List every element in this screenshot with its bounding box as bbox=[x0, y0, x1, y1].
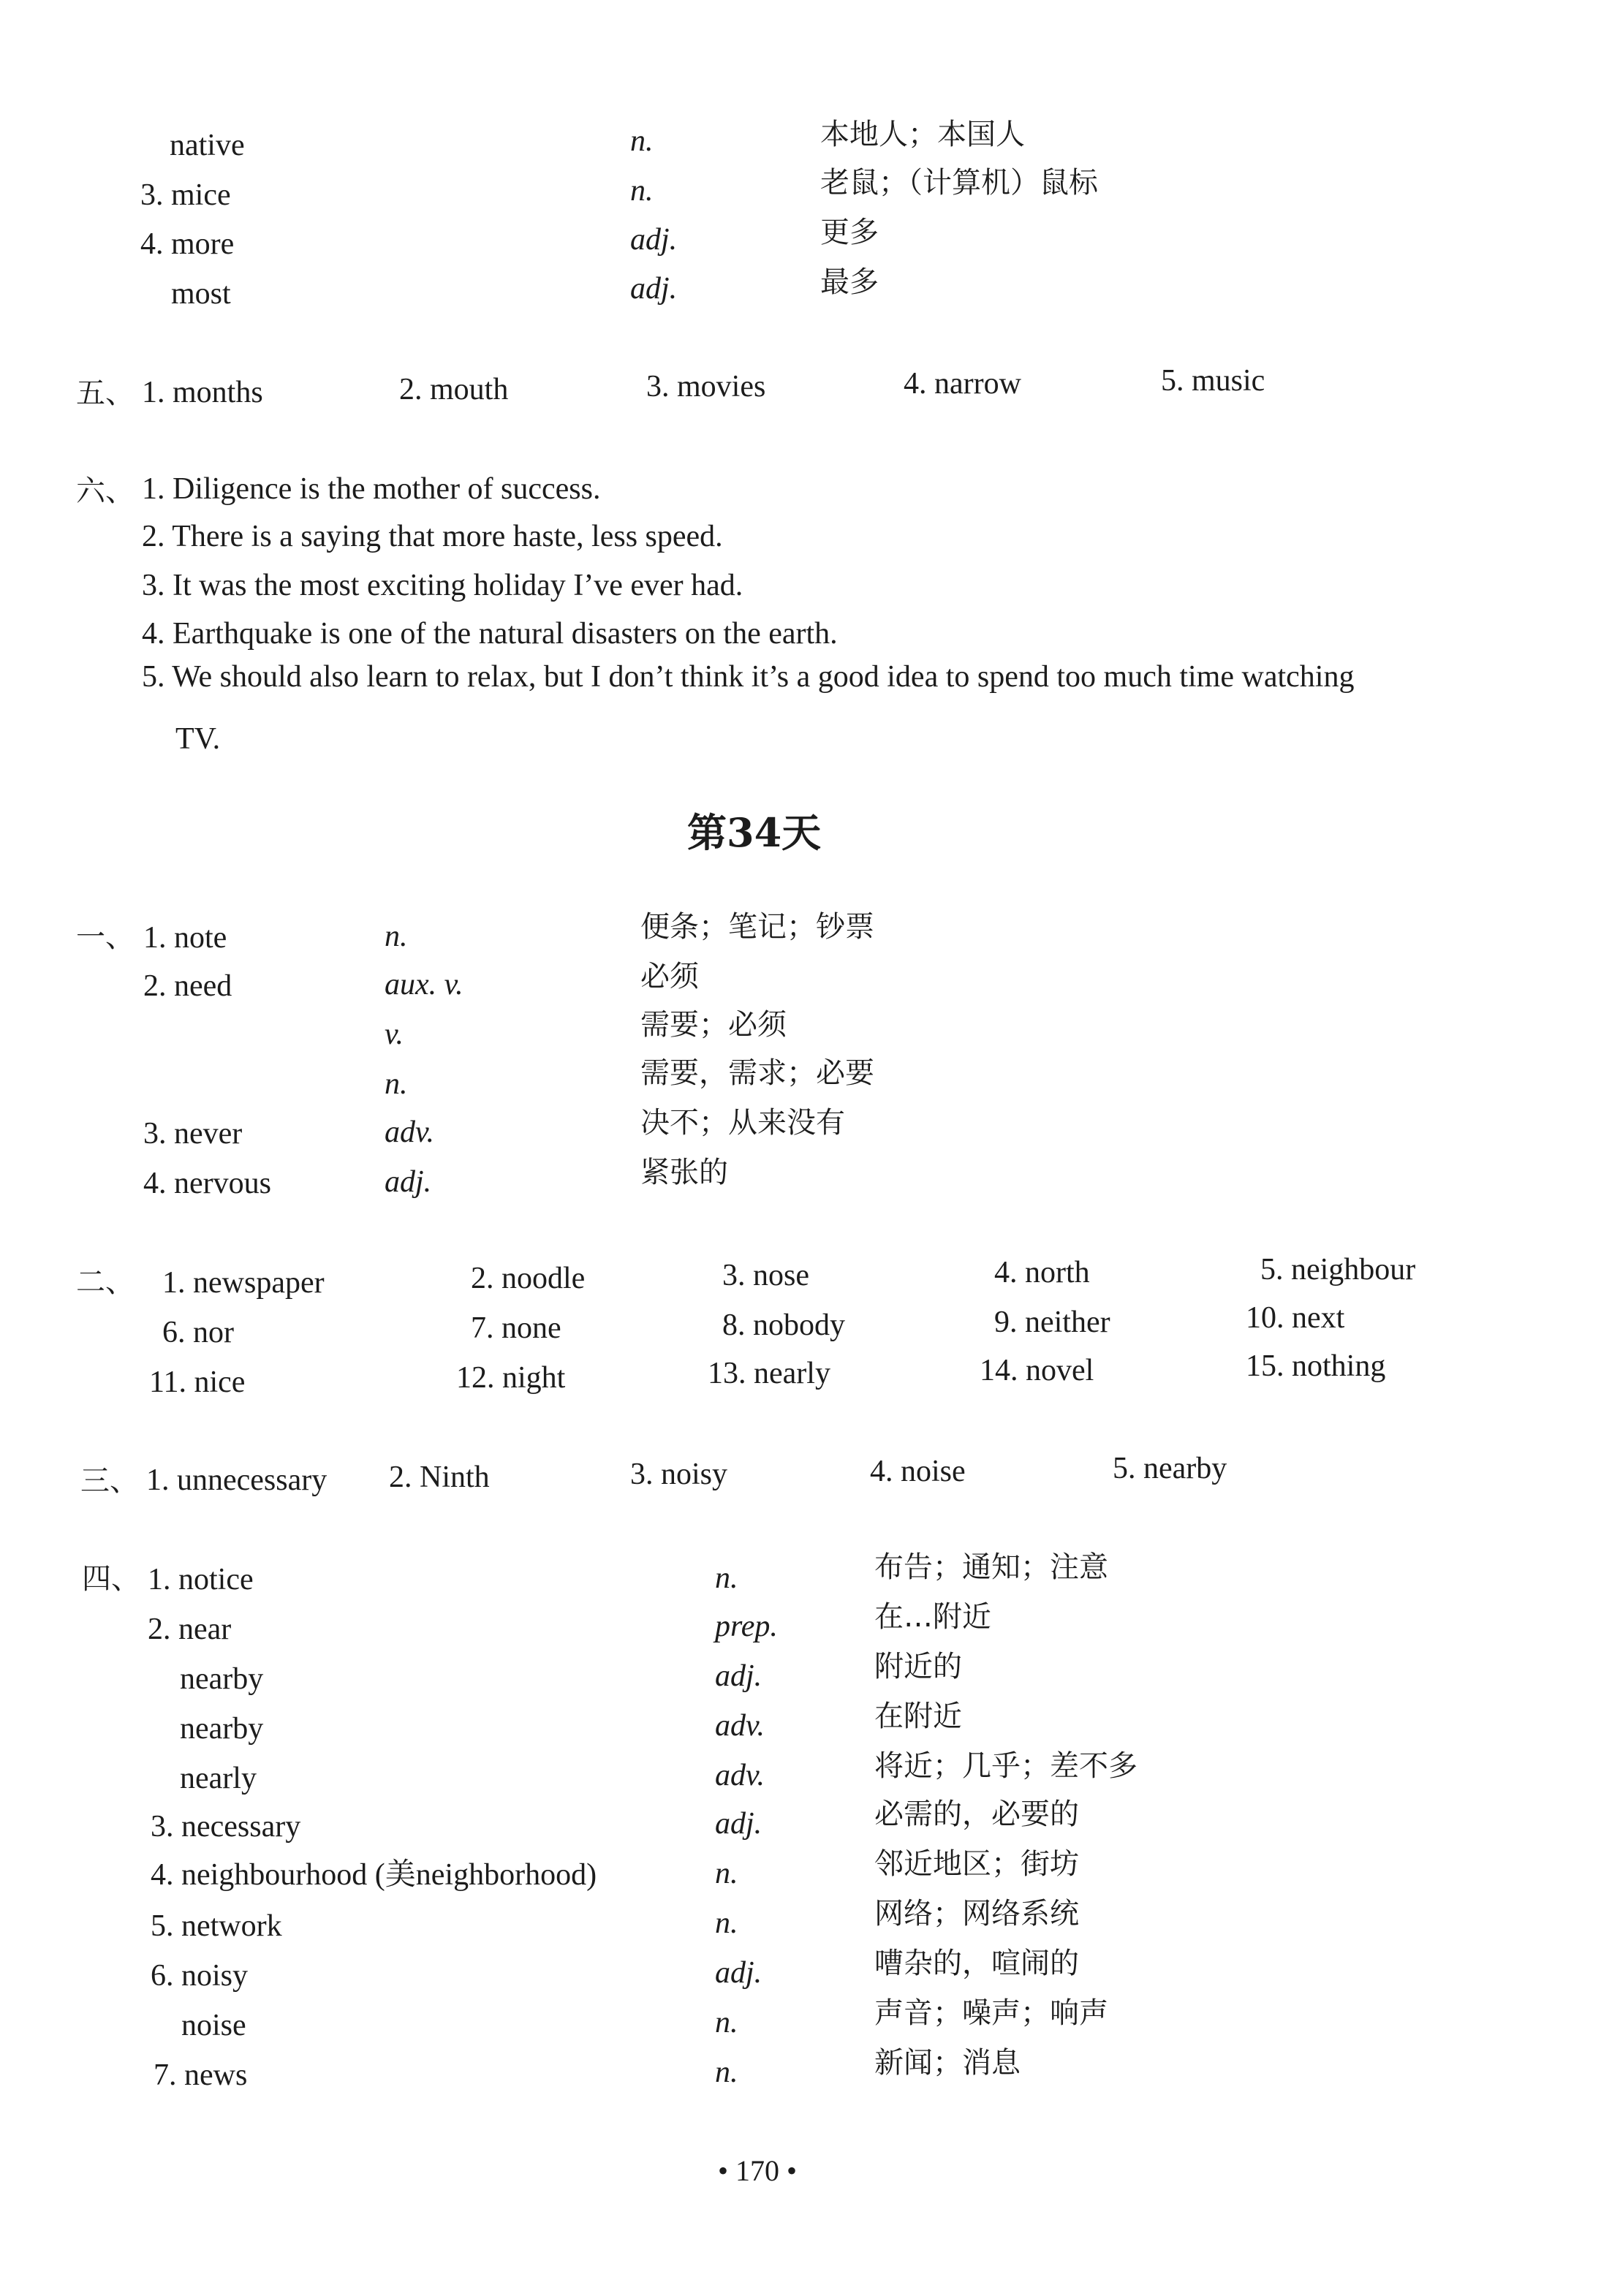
answer-item: 15. nothing bbox=[1246, 1349, 1386, 1383]
part-of-speech: adv. bbox=[385, 1115, 435, 1149]
part-of-speech: adj. bbox=[385, 1165, 432, 1199]
word: 5. network bbox=[151, 1909, 282, 1943]
meaning: 嘈杂的，喧闹的 bbox=[874, 1947, 1079, 1980]
meaning: 需要，需求；必要 bbox=[640, 1056, 874, 1090]
meaning: 将近；几乎；差不多 bbox=[874, 1749, 1138, 1783]
part-of-speech: n. bbox=[715, 1857, 738, 1890]
answer-item: 1. unnecessary bbox=[146, 1463, 328, 1497]
word: 1. note bbox=[143, 921, 227, 955]
section-label: 三、 bbox=[80, 1464, 139, 1498]
answer-item: 1. newspaper bbox=[162, 1266, 325, 1300]
meaning: 更多 bbox=[820, 216, 879, 249]
word: 4. more bbox=[140, 227, 235, 261]
meaning: 需要；必须 bbox=[640, 1008, 787, 1042]
part-of-speech: n. bbox=[630, 174, 654, 208]
section-label: 二、 bbox=[76, 1265, 135, 1299]
answer-item: 8. nobody bbox=[722, 1308, 845, 1342]
answer-item: 11. nice bbox=[149, 1365, 246, 1399]
answer-item: 3. movies bbox=[646, 370, 766, 403]
meaning: 必须 bbox=[640, 960, 699, 993]
word: noise bbox=[181, 2009, 246, 2042]
meaning: 必需的，必要的 bbox=[874, 1797, 1079, 1831]
part-of-speech: adv. bbox=[715, 1759, 765, 1792]
answer-item: 4. north bbox=[994, 1256, 1090, 1289]
word: 3. necessary bbox=[151, 1810, 301, 1844]
meaning: 老鼠；（计算机）鼠标 bbox=[820, 166, 1098, 200]
part-of-speech: aux. v. bbox=[385, 968, 463, 1001]
answer-item: 14. novel bbox=[980, 1354, 1094, 1387]
part-of-speech: n. bbox=[385, 1067, 408, 1101]
sentence: 3. It was the most exciting holiday I’ve ever had. bbox=[142, 569, 743, 602]
answer-item: 6. nor bbox=[162, 1316, 234, 1349]
part-of-speech: adj. bbox=[715, 1659, 762, 1693]
word: native bbox=[170, 129, 245, 162]
meaning: 邻近地区；街坊 bbox=[874, 1847, 1079, 1881]
sentence: 1. Diligence is the mother of success. bbox=[142, 472, 601, 506]
part-of-speech: n. bbox=[715, 1561, 738, 1595]
part-of-speech: n. bbox=[715, 2006, 738, 2039]
section-label: 五、 bbox=[76, 376, 135, 410]
meaning: 附近的 bbox=[874, 1650, 962, 1683]
answer-item: 4. noise bbox=[870, 1455, 966, 1488]
word: 2. near bbox=[148, 1613, 232, 1646]
word: 7. news bbox=[154, 2058, 248, 2092]
answer-item: 2. mouth bbox=[399, 373, 509, 406]
meaning: 便条；笔记；钞票 bbox=[640, 910, 874, 944]
word: 1. notice bbox=[148, 1563, 254, 1596]
answer-item: 4. narrow bbox=[904, 367, 1021, 401]
word: most bbox=[171, 277, 231, 311]
word: 2. need bbox=[143, 969, 232, 1003]
meaning: 在附近 bbox=[874, 1700, 962, 1733]
meaning: 网络；网络系统 bbox=[874, 1897, 1079, 1931]
answer-item: 9. neither bbox=[994, 1306, 1110, 1339]
sentence: 2. There is a saying that more haste, less speed. bbox=[142, 520, 723, 553]
section-label: 六、 bbox=[76, 474, 135, 508]
answer-item: 2. noodle bbox=[471, 1262, 586, 1295]
answer-item: 12. night bbox=[456, 1361, 566, 1395]
answer-item: 3. noisy bbox=[630, 1458, 728, 1491]
part-of-speech: adj. bbox=[630, 272, 678, 306]
meaning: 新闻；消息 bbox=[874, 2046, 1021, 2080]
meaning: 声音；噪声；响声 bbox=[874, 1996, 1108, 2030]
answer-item: 5. music bbox=[1161, 364, 1265, 398]
word: 4. neighbourhood (美neighborhood) bbox=[151, 1858, 597, 1892]
part-of-speech: adv. bbox=[715, 1709, 765, 1743]
answer-item: 7. none bbox=[471, 1311, 561, 1345]
sentence-continuation: TV. bbox=[175, 722, 221, 756]
part-of-speech: adj. bbox=[630, 223, 678, 257]
word: nearly bbox=[180, 1762, 257, 1795]
meaning: 在…附近 bbox=[874, 1600, 991, 1634]
page-number: • 170 • bbox=[718, 2154, 798, 2187]
part-of-speech: n. bbox=[715, 2056, 738, 2089]
word: nearby bbox=[180, 1712, 264, 1746]
part-of-speech: n. bbox=[385, 920, 408, 953]
meaning: 最多 bbox=[820, 265, 879, 299]
answer-item: 2. Ninth bbox=[389, 1460, 490, 1494]
part-of-speech: n. bbox=[630, 124, 654, 158]
word: 3. never bbox=[143, 1117, 243, 1151]
meaning: 布告；通知；注意 bbox=[874, 1550, 1108, 1584]
meaning: 本地人；本国人 bbox=[820, 118, 1025, 151]
word: 3. mice bbox=[140, 178, 231, 212]
part-of-speech: adj. bbox=[715, 1807, 762, 1841]
answer-item: 5. neighbour bbox=[1260, 1253, 1416, 1287]
answer-item: 5. nearby bbox=[1113, 1452, 1227, 1485]
sentence: 5. We should also learn to relax, but I don’t think it’s a good idea to spend too much time watching bbox=[142, 660, 1355, 694]
meaning: 紧张的 bbox=[640, 1156, 728, 1189]
page-title: 第34天 bbox=[687, 809, 822, 856]
part-of-speech: n. bbox=[715, 1906, 738, 1940]
word: nearby bbox=[180, 1662, 264, 1696]
section-label: 四、 bbox=[82, 1562, 140, 1596]
part-of-speech: v. bbox=[385, 1018, 404, 1051]
answer-item: 10. next bbox=[1246, 1301, 1345, 1335]
answer-item: 3. nose bbox=[722, 1259, 809, 1292]
part-of-speech: adj. bbox=[715, 1956, 762, 1990]
answer-item: 1. months bbox=[142, 376, 263, 409]
section-label: 一、 bbox=[76, 920, 135, 954]
word: 6. noisy bbox=[151, 1959, 249, 1993]
sentence: 4. Earthquake is one of the natural disasters on the earth. bbox=[142, 617, 838, 651]
word: 4. nervous bbox=[143, 1167, 271, 1200]
meaning: 决不；从来没有 bbox=[640, 1106, 845, 1140]
part-of-speech: prep. bbox=[715, 1610, 778, 1643]
answer-item: 13. nearly bbox=[708, 1357, 830, 1390]
